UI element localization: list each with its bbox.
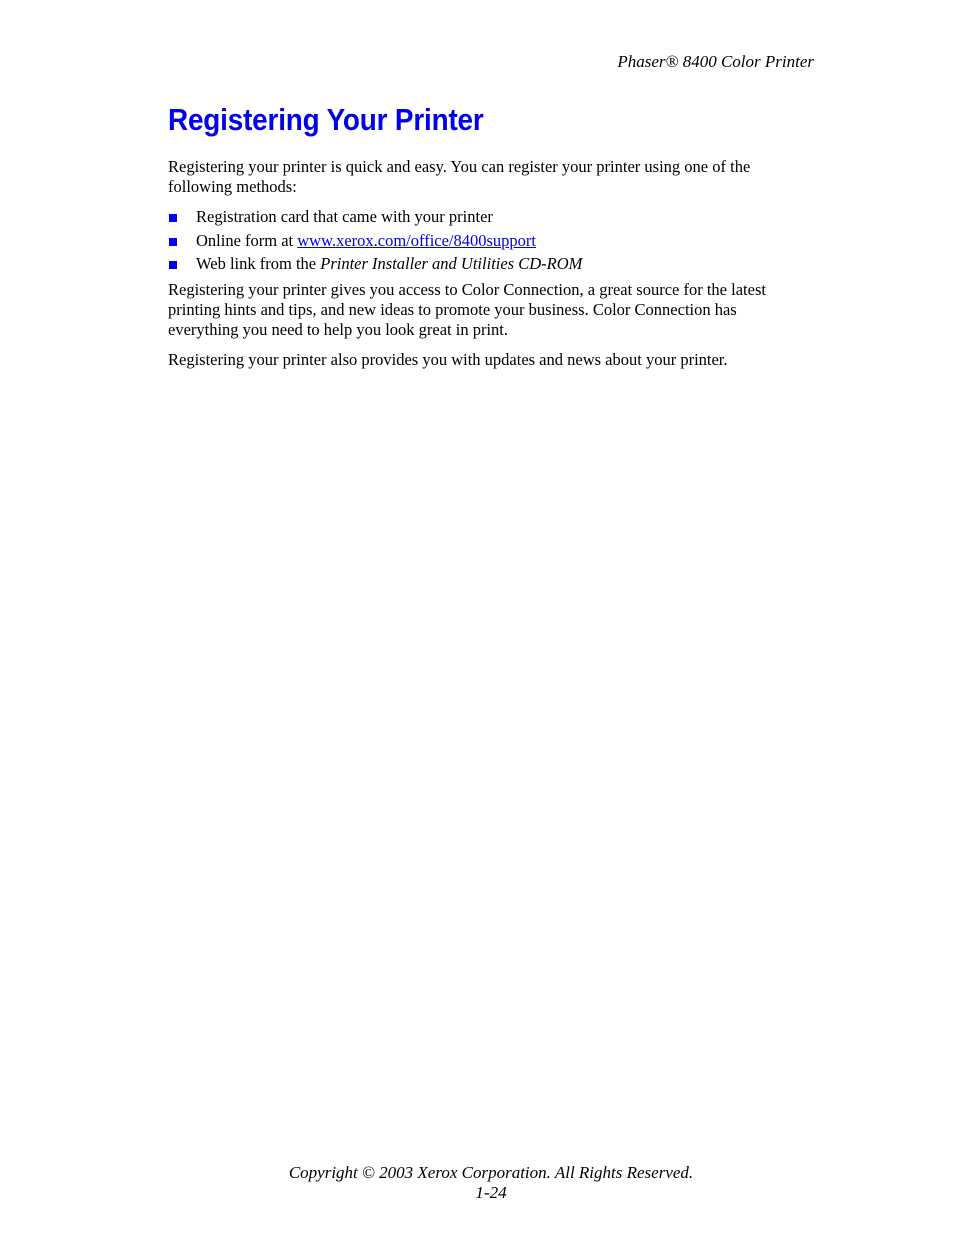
list-item <box>168 254 798 274</box>
list-item <box>168 231 798 251</box>
list-item-prefix: Online form at <box>196 230 298 250</box>
page-number: 1-24 <box>475 1183 507 1202</box>
updates-paragraph: Registering your printer also provides you with updates and news about your printer. <box>168 350 728 369</box>
list-item-prefix: Web link from the <box>196 254 321 273</box>
list-item-text: Registration card that came with your printer <box>196 207 493 226</box>
intro-paragraph: Registering your printer is quick and easy. You can register your printer using one of the following methods: <box>168 157 751 196</box>
registration-methods-list <box>168 207 798 274</box>
page-footer <box>0 1163 954 1203</box>
list-item <box>168 207 798 227</box>
color-connection-paragraph: Registering your printer gives you access to Color Connection, a great source for the latest printing hints and tips, and new ideas to promote your business. Color Connection has everything you need to help you look great in print. <box>168 280 766 339</box>
square-bullet-icon <box>169 261 177 269</box>
copyright-notice: Copyright © 2003 Xerox Corporation. All Rights Reserved. <box>288 1163 694 1182</box>
page-title: Registering Your Printer <box>168 102 484 137</box>
square-bullet-icon <box>169 238 177 246</box>
running-header: Phaser® 8400 Color Printer <box>617 52 814 71</box>
square-bullet-icon <box>169 214 177 222</box>
main-content <box>168 100 798 370</box>
cd-rom-title: Printer Installer and Utilities CD-ROM <box>320 254 583 273</box>
support-url-link[interactable]: www.xerox.com/office/8400support <box>297 230 537 250</box>
